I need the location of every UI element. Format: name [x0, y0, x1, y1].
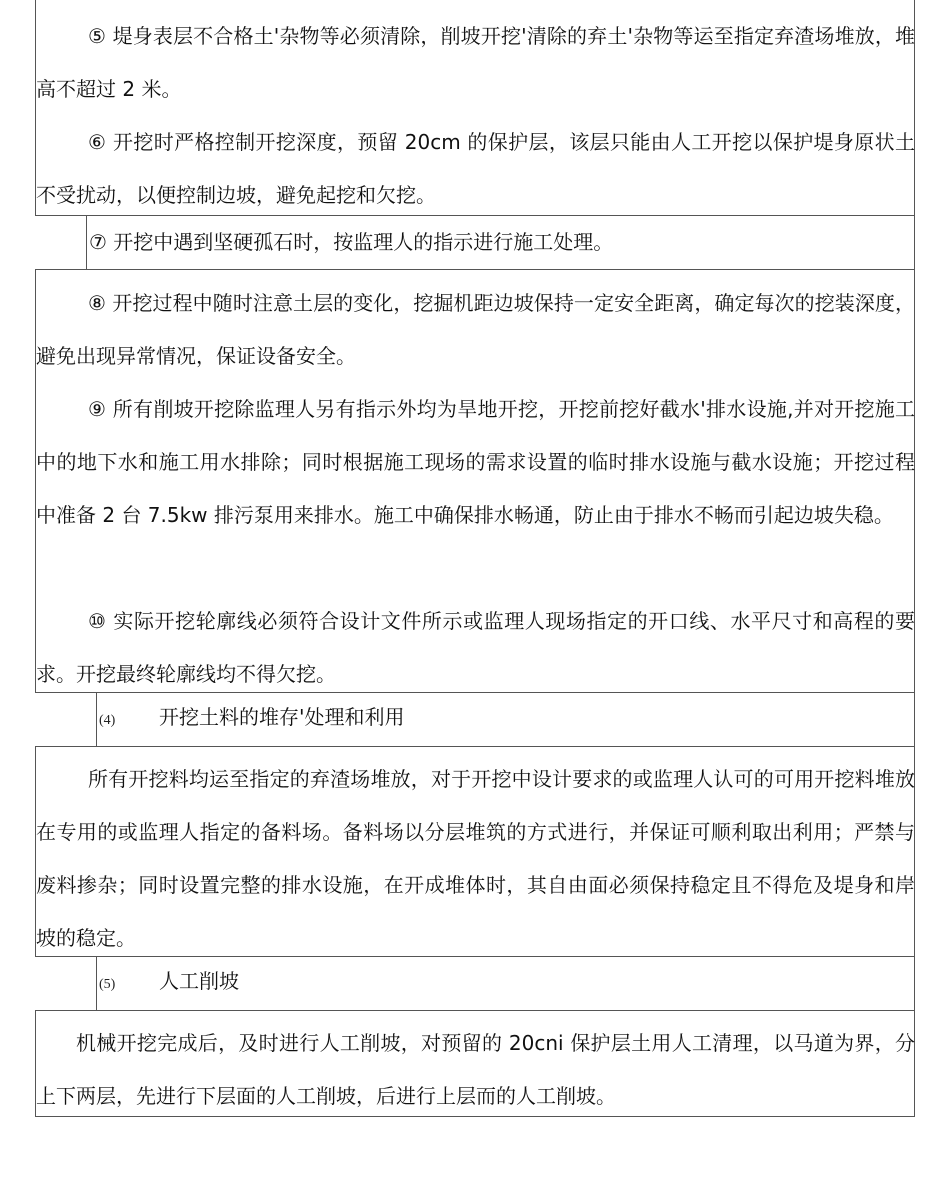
paragraph-item-6: ⑥ 开挖时严格控制开挖深度，预留 20cm 的保护层，该层只能由人工开挖以保护堤身原状土不受扰动，以便控制边坡，避免起挖和欠挖。	[36, 130, 915, 207]
section-4-body-block	[35, 746, 915, 957]
section-5-body: 机械开挖完成后，及时进行人工削坡，对预留的 20cni 保护层土用人工清理，以马道为界，分上下两层，先进行下层面的人工削坡，后进行上层而的人工削坡。	[36, 1031, 915, 1108]
section-4-heading-row	[96, 692, 915, 747]
row-item-7	[86, 215, 915, 270]
section-5-heading-row	[96, 956, 915, 1011]
paragraph-item-9: ⑨ 所有削坡开挖除监理人另有指示外均为旱地开挖，开挖前挖好截水'排水设施,并对开挖施工中的地下水和施工用水排除；同时根据施工现场的需求设置的临时排水设施与截水设施；开挖过程中准备 2 台 7.5kw 排污泵用来排水。施工中确保排水畅通，防止由于排水不畅而引起边坡失稳。	[36, 397, 915, 527]
section-5-number: (5)	[99, 977, 116, 992]
section-5-body-block	[35, 1010, 915, 1117]
paragraph-item-10: ⑩ 实际开挖轮廓线必须符合设计文件所示或监理人现场指定的开口线、水平尺寸和高程的要求。开挖最终轮廓线均不得欠挖。	[36, 609, 915, 686]
section-4-body: 所有开挖料均运至指定的弃渣场堆放，对于开挖中设计要求的或监理人认可的可用开挖料堆放在专用的或监理人指定的备料场。备料场以分层堆筑的方式进行，并保证可顺利取出利用；严禁与废料掺杂；同时设置完整的排水设施，在开成堆体时，其自由面必须保持稳定且不得危及堤身和岸坡的稳定。	[36, 767, 915, 950]
section-5-title: 人工削坡	[159, 969, 239, 993]
text-block-items-5-6	[35, 0, 915, 216]
paragraph-item-5: ⑤ 堤身表层不合格土'杂物等必须清除，削坡开挖'清除的弃土'杂物等运至指定弃渣场堆放，堆高不超过 2 米。	[36, 24, 915, 101]
section-4-title: 开挖土料的堆存'处理和利用	[159, 705, 405, 729]
paragraph-item-7: ⑦ 开挖中遇到坚硬孤石时，按监理人的指示进行施工处理。	[89, 230, 614, 254]
text-block-items-8-10	[35, 269, 915, 693]
section-4-number: (4)	[99, 713, 116, 728]
paragraph-item-8: ⑧ 开挖过程中随时注意土层的变化，挖掘机距边坡保持一定安全距离，确定每次的挖装深度，避免出现异常情况，保证设备安全。	[36, 291, 915, 368]
